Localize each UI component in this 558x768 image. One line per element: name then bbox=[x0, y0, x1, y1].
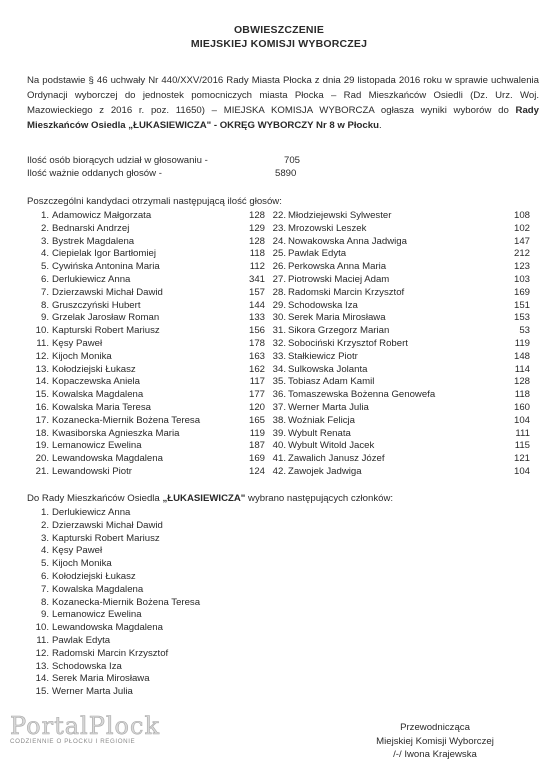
candidate-row bbox=[29, 273, 265, 286]
candidate-name: Woźniak Felicja bbox=[288, 414, 356, 426]
candidate-row bbox=[29, 299, 265, 312]
candidate-row bbox=[29, 414, 265, 427]
candidate-row bbox=[266, 299, 530, 312]
candidate-name: Pawlak Edyta bbox=[288, 248, 347, 260]
row-number: 2. bbox=[40, 222, 49, 234]
candidate-votes: 148 bbox=[513, 350, 530, 362]
member-name: Kęsy Paweł bbox=[52, 545, 103, 557]
row-number: 26. bbox=[272, 261, 286, 273]
candidate-votes: 147 bbox=[513, 235, 530, 247]
candidate-votes: 144 bbox=[248, 299, 265, 311]
row-number: 31. bbox=[272, 325, 286, 337]
member-name: Kapturski Robert Mariusz bbox=[52, 532, 160, 544]
candidate-votes: 119 bbox=[249, 427, 265, 439]
row-number: 4. bbox=[40, 545, 49, 557]
candidate-votes: 187 bbox=[248, 440, 265, 452]
candidate-name: Kijoch Monika bbox=[52, 350, 112, 362]
intro-text: Na podstawie § 46 uchwały Nr 440/XXV/2016 Rady Miasta Płocka z dnia 29 listopada 2016 roku w sprawie uchwalenia Ordynacji wyborczej do jednostek pomocniczych miasta Płocka – Rad Mieszkańców Osiedli (Dz. Urz. Woj. Mazowieckiego z 2016 r. poz. 11650) – MIEJSKA KOMISJA WYBORCZA ogłasza wyniki wyborów do bbox=[27, 75, 539, 116]
elected-member-row bbox=[29, 634, 329, 647]
row-number: 38. bbox=[272, 414, 286, 426]
candidate-votes: 104 bbox=[513, 414, 530, 426]
candidate-votes: 128 bbox=[513, 376, 530, 388]
candidate-votes: 151 bbox=[513, 299, 530, 311]
member-name: Derlukiewicz Anna bbox=[52, 507, 131, 518]
candidate-row bbox=[266, 350, 530, 363]
candidate-votes: 118 bbox=[249, 248, 265, 260]
intro-text-end: . bbox=[378, 120, 382, 131]
row-number: 21. bbox=[35, 466, 49, 477]
candidate-name: Tomaszewska Bożenna Genowefa bbox=[288, 389, 436, 401]
candidate-name: Kopaczewska Aniela bbox=[52, 376, 140, 388]
member-name: Pawlak Edyta bbox=[52, 635, 111, 646]
candidate-name: Lewandowski Piotr bbox=[52, 466, 132, 477]
row-number: 20. bbox=[35, 453, 49, 465]
candidate-row bbox=[29, 286, 265, 299]
candidate-name: Wybult Renata bbox=[288, 427, 351, 439]
candidate-votes: 117 bbox=[249, 376, 265, 388]
candidate-name: Nowakowska Anna Jadwiga bbox=[288, 235, 407, 247]
elected-heading-council: „ŁUKASIEWICZA" bbox=[162, 493, 246, 504]
candidate-votes: 103 bbox=[513, 274, 530, 285]
row-number: 41. bbox=[272, 453, 286, 465]
candidate-row bbox=[29, 235, 265, 248]
candidate-row bbox=[266, 388, 530, 401]
portal-plock-watermark-logo bbox=[10, 712, 160, 745]
candidate-name: Piotrowski Maciej Adam bbox=[288, 274, 390, 285]
elected-member-row bbox=[29, 544, 329, 557]
signature-committee: Miejskiej Komisji Wyborczej bbox=[376, 735, 494, 747]
candidate-name: Mrozowski Leszek bbox=[288, 222, 367, 234]
member-name: Dzierzawski Michał Dawid bbox=[52, 519, 163, 531]
row-number: 14. bbox=[35, 376, 49, 388]
elected-member-row bbox=[29, 621, 329, 634]
elected-heading-text: Do Rady Mieszkańców Osiedla bbox=[27, 493, 163, 504]
candidate-row bbox=[29, 363, 265, 376]
row-number: 39. bbox=[272, 427, 286, 439]
row-number: 7. bbox=[40, 583, 49, 595]
elected-member-row bbox=[29, 519, 329, 532]
row-number: 9. bbox=[40, 609, 49, 621]
candidate-votes: 123 bbox=[513, 261, 530, 273]
row-number: 13. bbox=[35, 363, 49, 375]
candidate-votes: 165 bbox=[248, 414, 265, 426]
candidate-votes: 115 bbox=[514, 440, 530, 452]
member-name: Kozanecka-Miernik Bożena Teresa bbox=[52, 596, 201, 608]
candidate-row bbox=[266, 427, 530, 440]
candidate-row bbox=[29, 388, 265, 401]
candidate-row bbox=[266, 286, 530, 299]
row-number: 25. bbox=[272, 248, 286, 260]
row-number: 11. bbox=[36, 635, 49, 646]
candidate-votes: 129 bbox=[248, 222, 265, 234]
candidate-votes: 128 bbox=[248, 210, 265, 221]
row-number: 22. bbox=[272, 210, 286, 221]
row-number: 42. bbox=[272, 466, 286, 477]
row-number: 15. bbox=[35, 686, 49, 698]
candidate-name: Bednarski Andrzej bbox=[52, 222, 130, 234]
member-name: Serek Maria Mirosława bbox=[52, 673, 150, 685]
candidate-name: Cywińska Antonina Maria bbox=[52, 261, 160, 273]
candidate-row bbox=[266, 375, 530, 388]
candidate-name: Derlukiewicz Anna bbox=[52, 274, 131, 285]
candidate-row bbox=[266, 337, 530, 350]
signature-name: /-/ Iwona Krajewska bbox=[393, 749, 477, 760]
candidate-name: Kowalska Maria Teresa bbox=[52, 402, 152, 413]
candidate-row bbox=[266, 222, 530, 235]
member-name: Lewandowska Magdalena bbox=[52, 622, 163, 634]
stat-valid-votes-value: 5890 bbox=[275, 168, 297, 179]
elected-member-row bbox=[29, 583, 329, 596]
candidate-row bbox=[266, 465, 530, 478]
row-number: 27. bbox=[272, 274, 286, 285]
row-number: 16. bbox=[35, 402, 49, 413]
row-number: 13. bbox=[35, 660, 49, 672]
candidate-votes: 102 bbox=[513, 222, 530, 234]
candidate-name: Kowalska Magdalena bbox=[52, 389, 144, 401]
candidate-votes: 177 bbox=[248, 389, 265, 401]
candidate-row bbox=[266, 452, 530, 465]
candidate-row bbox=[29, 324, 265, 337]
candidate-name: Kwasiborska Agnieszka Maria bbox=[52, 427, 180, 439]
candidate-row bbox=[266, 401, 530, 414]
row-number: 19. bbox=[35, 440, 49, 452]
candidate-name: Stałkiewicz Piotr bbox=[288, 350, 358, 362]
candidate-name: Grzelak Jarosław Roman bbox=[52, 312, 160, 324]
row-number: 35. bbox=[272, 376, 286, 388]
row-number: 32. bbox=[272, 338, 286, 349]
row-number: 5. bbox=[40, 558, 49, 570]
row-number: 29. bbox=[272, 299, 286, 311]
candidate-name: Schodowska Iza bbox=[288, 299, 358, 311]
candidate-votes: 156 bbox=[248, 325, 265, 337]
candidate-row bbox=[29, 222, 265, 235]
row-number: 14. bbox=[35, 673, 49, 685]
candidate-name: Kołodziejski Łukasz bbox=[52, 363, 136, 375]
row-number: 10. bbox=[35, 622, 49, 634]
candidate-name: Lemanowicz Ewelina bbox=[52, 440, 142, 452]
candidate-name: Radomski Marcin Krzysztof bbox=[288, 286, 405, 298]
candidate-row bbox=[29, 260, 265, 273]
candidate-row bbox=[29, 401, 265, 414]
document-subtitle: MIEJSKIEJ KOMISJI WYBORCZEJ bbox=[190, 38, 368, 50]
row-number: 33. bbox=[272, 350, 286, 362]
candidate-name: Sikora Grzegorz Marian bbox=[288, 325, 390, 337]
signature-role: Przewodnicząca bbox=[400, 722, 470, 733]
elected-member-row bbox=[29, 672, 329, 685]
elected-member-row bbox=[29, 647, 329, 660]
candidate-votes: 124 bbox=[248, 466, 265, 477]
candidate-votes: 112 bbox=[249, 261, 265, 273]
candidate-row bbox=[266, 273, 530, 286]
candidate-votes: 128 bbox=[248, 235, 265, 247]
candidate-votes: 104 bbox=[513, 466, 530, 477]
member-name: Lemanowicz Ewelina bbox=[52, 609, 142, 621]
candidate-row bbox=[29, 439, 265, 452]
row-number: 10. bbox=[35, 325, 49, 337]
candidate-votes: 169 bbox=[248, 453, 265, 465]
row-number: 8. bbox=[40, 299, 49, 311]
candidate-votes: 53 bbox=[519, 325, 530, 337]
intro-paragraph bbox=[27, 73, 539, 133]
stat-valid-votes-label: Ilość ważnie oddanych głosów - bbox=[27, 168, 162, 179]
candidate-name: Zawalich Janusz Józef bbox=[288, 453, 385, 465]
candidates-heading: Poszczególni kandydaci otrzymali następującą ilość głosów: bbox=[27, 196, 282, 207]
candidate-votes: 120 bbox=[248, 402, 265, 413]
candidate-row bbox=[266, 247, 530, 260]
elected-member-row bbox=[29, 596, 329, 609]
elected-member-row bbox=[29, 608, 329, 621]
candidate-votes: 157 bbox=[248, 286, 265, 298]
candidate-name: Bystrek Magdalena bbox=[52, 235, 135, 247]
candidate-name: Werner Marta Julia bbox=[288, 402, 369, 413]
candidate-row bbox=[29, 337, 265, 350]
signature-block bbox=[330, 721, 540, 762]
candidate-votes: 108 bbox=[513, 210, 530, 221]
candidate-row bbox=[29, 452, 265, 465]
row-number: 4. bbox=[40, 248, 49, 260]
row-number: 40. bbox=[272, 440, 286, 452]
candidate-votes: 169 bbox=[513, 286, 530, 298]
candidate-votes: 160 bbox=[513, 402, 530, 413]
candidate-votes: 178 bbox=[248, 338, 265, 349]
candidate-name: Serek Maria Mirosława bbox=[288, 312, 386, 324]
candidate-votes: 341 bbox=[248, 274, 265, 285]
row-number: 17. bbox=[35, 414, 49, 426]
candidate-name: Lewandowska Magdalena bbox=[52, 453, 163, 465]
row-number: 3. bbox=[40, 235, 49, 247]
candidate-votes: 162 bbox=[248, 363, 265, 375]
member-name: Kołodziejski Łukasz bbox=[52, 571, 136, 582]
candidate-name: Zawojek Jadwiga bbox=[288, 466, 362, 477]
candidate-votes: 212 bbox=[513, 248, 530, 260]
elected-member-row bbox=[29, 532, 329, 545]
candidate-name: Tobiasz Adam Kamil bbox=[288, 376, 375, 388]
row-number: 36. bbox=[272, 389, 286, 401]
candidate-name: Sulkowska Jolanta bbox=[288, 363, 368, 375]
candidate-name: Młodziejewski Sylwester bbox=[288, 210, 392, 221]
candidate-name: Adamowicz Małgorzata bbox=[52, 210, 152, 221]
row-number: 24. bbox=[272, 235, 286, 247]
member-name: Schodowska Iza bbox=[52, 660, 122, 672]
row-number: 12. bbox=[35, 647, 49, 659]
candidate-row bbox=[266, 439, 530, 452]
member-name: Kowalska Magdalena bbox=[52, 583, 144, 595]
candidate-row bbox=[266, 209, 530, 222]
candidate-row bbox=[266, 324, 530, 337]
candidate-name: Kęsy Paweł bbox=[52, 338, 103, 349]
row-number: 11. bbox=[36, 338, 49, 349]
candidate-votes: 153 bbox=[513, 312, 530, 324]
row-number: 12. bbox=[35, 350, 49, 362]
candidate-votes: 121 bbox=[513, 453, 530, 465]
member-name: Kijoch Monika bbox=[52, 558, 112, 570]
candidate-name: Kozanecka-Miernik Bożena Teresa bbox=[52, 414, 201, 426]
candidate-row bbox=[266, 235, 530, 248]
row-number: 18. bbox=[35, 427, 49, 439]
row-number: 28. bbox=[272, 286, 286, 298]
candidate-row bbox=[29, 465, 265, 478]
row-number: 2. bbox=[40, 519, 49, 531]
row-number: 30. bbox=[272, 312, 286, 324]
candidate-name: Gruszczyński Hubert bbox=[52, 299, 141, 311]
candidate-row bbox=[29, 375, 265, 388]
row-number: 9. bbox=[40, 312, 49, 324]
elected-heading-text-end: wybrano następujących członków: bbox=[245, 493, 394, 504]
row-number: 6. bbox=[40, 274, 49, 285]
candidate-name: Ciepielak Igor Bartłomiej bbox=[52, 248, 156, 260]
candidate-votes: 133 bbox=[248, 312, 265, 324]
row-number: 34. bbox=[272, 363, 286, 375]
elected-member-row bbox=[29, 557, 329, 570]
member-name: Werner Marta Julia bbox=[52, 686, 133, 698]
candidate-name: Kapturski Robert Mariusz bbox=[52, 325, 160, 337]
candidate-votes: 111 bbox=[515, 427, 530, 439]
watermark-logo-text: PortalPlock bbox=[10, 712, 160, 740]
row-number: 1. bbox=[40, 507, 49, 518]
candidate-row bbox=[266, 363, 530, 376]
row-number: 23. bbox=[272, 222, 286, 234]
row-number: 8. bbox=[40, 596, 49, 608]
intro-council-name: Rady Mieszkańców Osiedla „ŁUKASIEWICZA" - OKRĘG WYBORCZY Nr 8 w Płocku bbox=[27, 105, 539, 131]
candidate-row bbox=[29, 209, 265, 222]
elected-member-row bbox=[29, 506, 329, 519]
candidate-name: Dzierzawski Michał Dawid bbox=[52, 286, 163, 298]
row-number: 7. bbox=[40, 286, 49, 298]
candidate-votes: 119 bbox=[514, 338, 530, 349]
candidate-row bbox=[266, 414, 530, 427]
elected-heading bbox=[27, 493, 393, 504]
row-number: 3. bbox=[40, 532, 49, 544]
candidate-name: Perkowska Anna Maria bbox=[288, 261, 387, 273]
member-name: Radomski Marcin Krzysztof bbox=[52, 647, 169, 659]
candidate-row bbox=[29, 427, 265, 440]
row-number: 37. bbox=[272, 402, 286, 413]
stat-turnout-value: 705 bbox=[284, 155, 301, 166]
candidate-row bbox=[266, 260, 530, 273]
candidate-row bbox=[29, 247, 265, 260]
candidate-votes: 114 bbox=[514, 363, 530, 375]
candidate-row bbox=[266, 311, 530, 324]
elected-member-row bbox=[29, 660, 329, 673]
row-number: 1. bbox=[40, 210, 49, 221]
candidate-row bbox=[29, 350, 265, 363]
candidate-name: Wybult Witold Jacek bbox=[288, 440, 375, 452]
row-number: 5. bbox=[40, 261, 49, 273]
row-number: 6. bbox=[40, 571, 49, 582]
elected-member-row bbox=[29, 570, 329, 583]
candidate-votes: 118 bbox=[514, 389, 530, 401]
elected-member-row bbox=[29, 685, 329, 698]
stat-turnout-label: Ilość osób biorących udział w głosowaniu - bbox=[27, 155, 208, 166]
document-title: OBWIESZCZENIE bbox=[233, 24, 325, 36]
row-number: 15. bbox=[35, 389, 49, 401]
candidate-name: Sobociński Krzysztof Robert bbox=[288, 338, 408, 349]
candidate-row bbox=[29, 311, 265, 324]
watermark-tagline: CODZIENNIE O PŁOCKU I REGIONIE bbox=[10, 738, 136, 745]
candidate-votes: 163 bbox=[248, 350, 265, 362]
